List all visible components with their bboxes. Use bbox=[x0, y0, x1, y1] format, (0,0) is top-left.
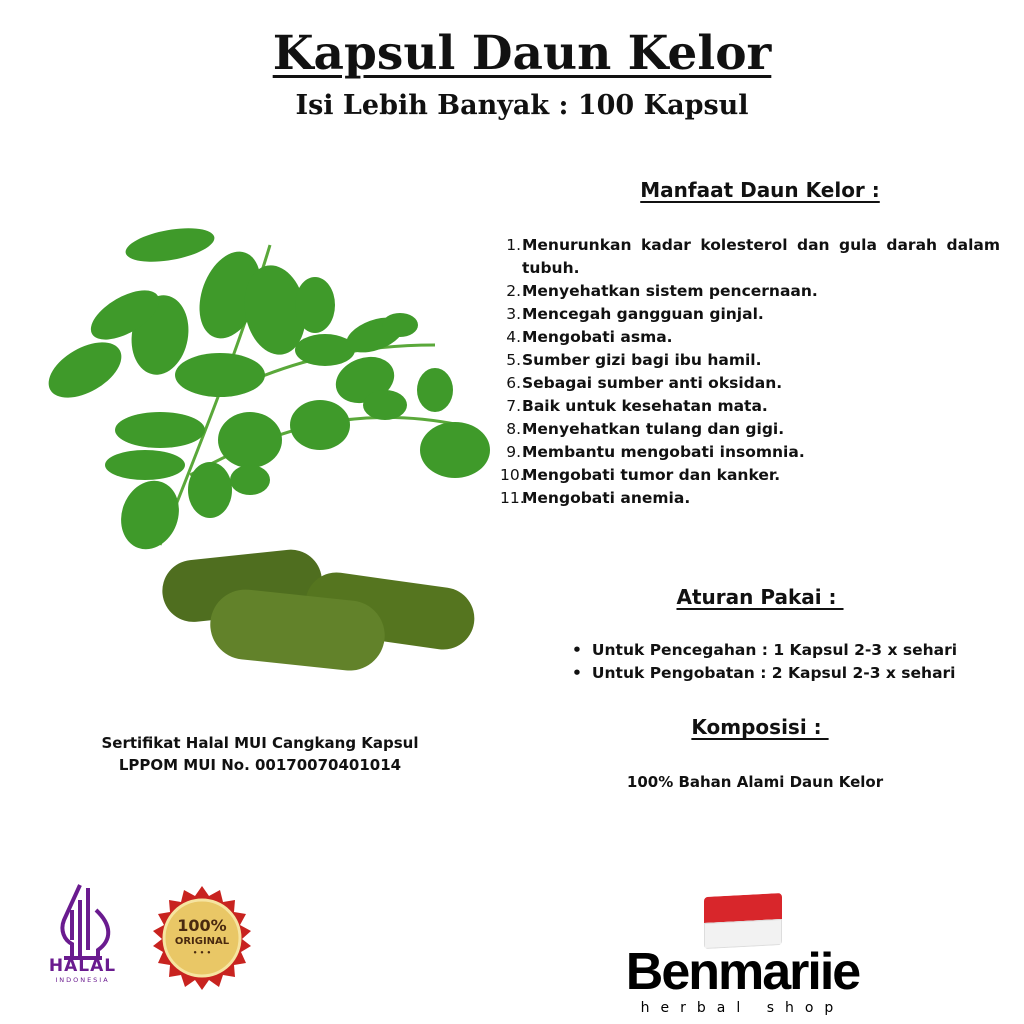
halal-sub: INDONESIA bbox=[55, 976, 110, 984]
leaf-group-icon bbox=[40, 225, 490, 557]
usage-heading: Aturan Pakai : bbox=[676, 585, 844, 609]
moringa-leaves-and-capsules-image bbox=[40, 225, 490, 695]
halal-certificate bbox=[60, 732, 460, 776]
item-number: 6. bbox=[506, 374, 521, 392]
halal-word: HALAL bbox=[48, 956, 117, 976]
badge-dots: • • • bbox=[192, 949, 212, 957]
brand-name: Benmariie bbox=[625, 943, 860, 1001]
item-text: Menyehatkan sistem pencernaan. bbox=[522, 282, 818, 300]
item-number: 4. bbox=[506, 328, 521, 346]
item-text: Sebagai sumber anti oksidan. bbox=[522, 374, 783, 392]
item-number: 2. bbox=[506, 282, 521, 300]
list-item bbox=[500, 441, 1000, 464]
item-text: Baik untuk kesehatan mata. bbox=[522, 397, 768, 415]
badge-word: ORIGINAL bbox=[174, 936, 230, 947]
item-text: Mengobati tumor dan kanker. bbox=[522, 466, 781, 484]
badge-percent: 100% bbox=[177, 916, 227, 935]
item-number: 5. bbox=[506, 351, 521, 369]
halal-logo-icon bbox=[50, 880, 116, 960]
list-item bbox=[500, 234, 1000, 280]
item-text: Mencegah gangguan ginjal. bbox=[522, 305, 764, 323]
item-text: Sumber gizi bagi ibu hamil. bbox=[522, 351, 762, 369]
item-number: 8. bbox=[506, 420, 521, 438]
certificate-line2: LPPOM MUI No. 00170070401014 bbox=[118, 756, 402, 774]
item-number: 9. bbox=[506, 443, 521, 461]
item-text: Menurunkan kadar kolesterol dan gula darah dalam tubuh. bbox=[522, 236, 1000, 277]
composition-text: 100% Bahan Alami Daun Kelor bbox=[626, 773, 884, 791]
list-item bbox=[500, 395, 1000, 418]
item-text: Menyehatkan tulang dan gigi. bbox=[522, 420, 785, 438]
item-number: 10. bbox=[500, 466, 525, 484]
list-item bbox=[500, 418, 1000, 441]
list-item bbox=[500, 464, 1000, 487]
item-text: Mengobati asma. bbox=[522, 328, 673, 346]
indonesia-flag-icon bbox=[704, 893, 782, 949]
item-text: Mengobati anemia. bbox=[522, 489, 691, 507]
list-item: • Untuk Pencegahan : 1 Kapsul 2-3 x sehari bbox=[572, 639, 957, 662]
item-number: 3. bbox=[506, 305, 521, 323]
list-item: • Untuk Pengobatan : 2 Kapsul 2-3 x sehari bbox=[572, 662, 957, 685]
benefits-list bbox=[500, 234, 1000, 510]
certificate-line1: Sertifikat Halal MUI Cangkang Kapsul bbox=[101, 734, 419, 752]
halal-indonesia-logo bbox=[45, 880, 120, 984]
item-text: Membantu mengobati insomnia. bbox=[522, 443, 805, 461]
brand-tagline: herbal shop bbox=[640, 1000, 845, 1016]
item-number: 11. bbox=[500, 489, 525, 507]
list-item bbox=[500, 372, 1000, 395]
capsules-icon bbox=[159, 547, 478, 674]
list-item bbox=[500, 280, 1000, 303]
benefits-heading: Manfaat Daun Kelor : bbox=[640, 178, 880, 202]
list-item bbox=[500, 487, 1000, 510]
original-badge bbox=[148, 884, 256, 992]
list-item bbox=[500, 349, 1000, 372]
item-number: 1. bbox=[506, 236, 521, 254]
list-item bbox=[500, 303, 1000, 326]
list-item bbox=[500, 326, 1000, 349]
usage-list bbox=[572, 639, 957, 685]
page-subtitle: Isi Lebih Banyak : 100 Kapsul bbox=[295, 90, 749, 121]
page-title: Kapsul Daun Kelor bbox=[272, 26, 772, 81]
item-number: 7. bbox=[506, 397, 521, 415]
composition-heading: Komposisi : bbox=[691, 715, 829, 739]
